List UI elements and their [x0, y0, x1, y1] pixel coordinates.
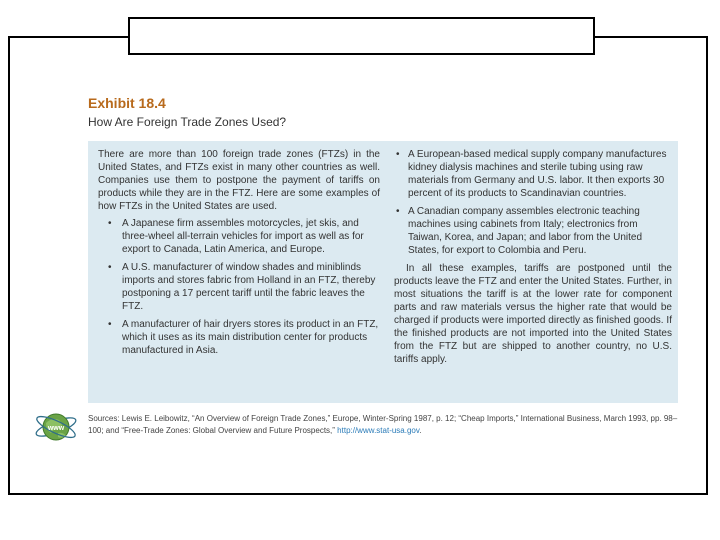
bullet-icon: •: [108, 262, 112, 273]
right-bullet-list: [394, 148, 672, 257]
bullet-icon: •: [108, 218, 112, 229]
exhibit-number: Exhibit 18.4: [88, 95, 166, 111]
list-item-text: A European-based medical supply company manufactures kidney dialysis machines and sterile tubing using raw materials from Germany and U.S. labor. It then exports 30 percent of its products to Scandinavian countries.: [408, 149, 667, 199]
conclusion-paragraph: In all these examples, tariffs are postponed until the products leave the FTZ and enter the United States. Further, in most situations the tariff is at the lower rate for component parts and raw materials versus the higher rate that would be charged if products were imported directly as finished goods. If the finished products are not imported into the United States from the FTZ but are shipped to another country, no U.S. tariffs apply.: [394, 263, 672, 365]
exhibit-subtitle: How Are Foreign Trade Zones Used?: [88, 115, 287, 129]
slide-title-box: [128, 17, 595, 55]
list-item-text: A Japanese firm assembles motorcycles, jet skis, and three-wheel all-terrain vehicles for import as well as for export to Canada, Latin America, and Europe.: [122, 218, 364, 255]
bullet-icon: •: [396, 206, 400, 217]
sources-end: .: [419, 426, 422, 435]
list-item-text: A Canadian company assembles electronic teaching machines using cabinets from Italy; electronics from Taiwan, Korea, and Japan; and labor from the United States, for export to Colombia and Peru.: [408, 206, 643, 256]
sources-citation: [88, 413, 688, 437]
exhibit-panel: [88, 141, 678, 403]
right-column: [394, 148, 672, 370]
list-item: [98, 318, 380, 357]
list-item: [394, 205, 672, 257]
source-link[interactable]: http://www.stat-usa.gov: [337, 426, 420, 435]
list-item-text: A manufacturer of hair dryers stores its product in an FTZ, which it uses as its main distribution center for products manufactured in Asia.: [122, 319, 379, 356]
list-item: [394, 148, 672, 200]
list-item: [98, 217, 380, 256]
bullet-icon: •: [108, 319, 112, 330]
sources-text: Sources: Lewis E. Leibowitz, “An Overview of Foreign Trade Zones,” Europe, Winter-Spring 1987, p. 12; “Cheap Imports,” International Business, March 1993, pp. 98–100; and “Free-Trade Zones: Global Overview and Future Prospects,”: [88, 414, 678, 435]
left-column: [98, 148, 380, 362]
list-item: [98, 261, 380, 313]
intro-paragraph: There are more than 100 foreign trade zones (FTZs) in the United States, and FTZs exist in many other countries as well. Companies use them to postpone the payment of tariffs on products while they are in the FTZ. Here are some examples of how FTZs in the United States are used.: [98, 149, 380, 212]
left-bullet-list: [98, 217, 380, 357]
list-item-text: A U.S. manufacturer of window shades and miniblinds imports and stores fabric from Holland in an FTZ, thereby postponing a 17 percent tariff until the fabric leaves the FTZ.: [122, 262, 376, 312]
globe-icon: [34, 407, 78, 447]
bullet-icon: •: [396, 149, 400, 160]
globe-label: www: [47, 425, 65, 432]
